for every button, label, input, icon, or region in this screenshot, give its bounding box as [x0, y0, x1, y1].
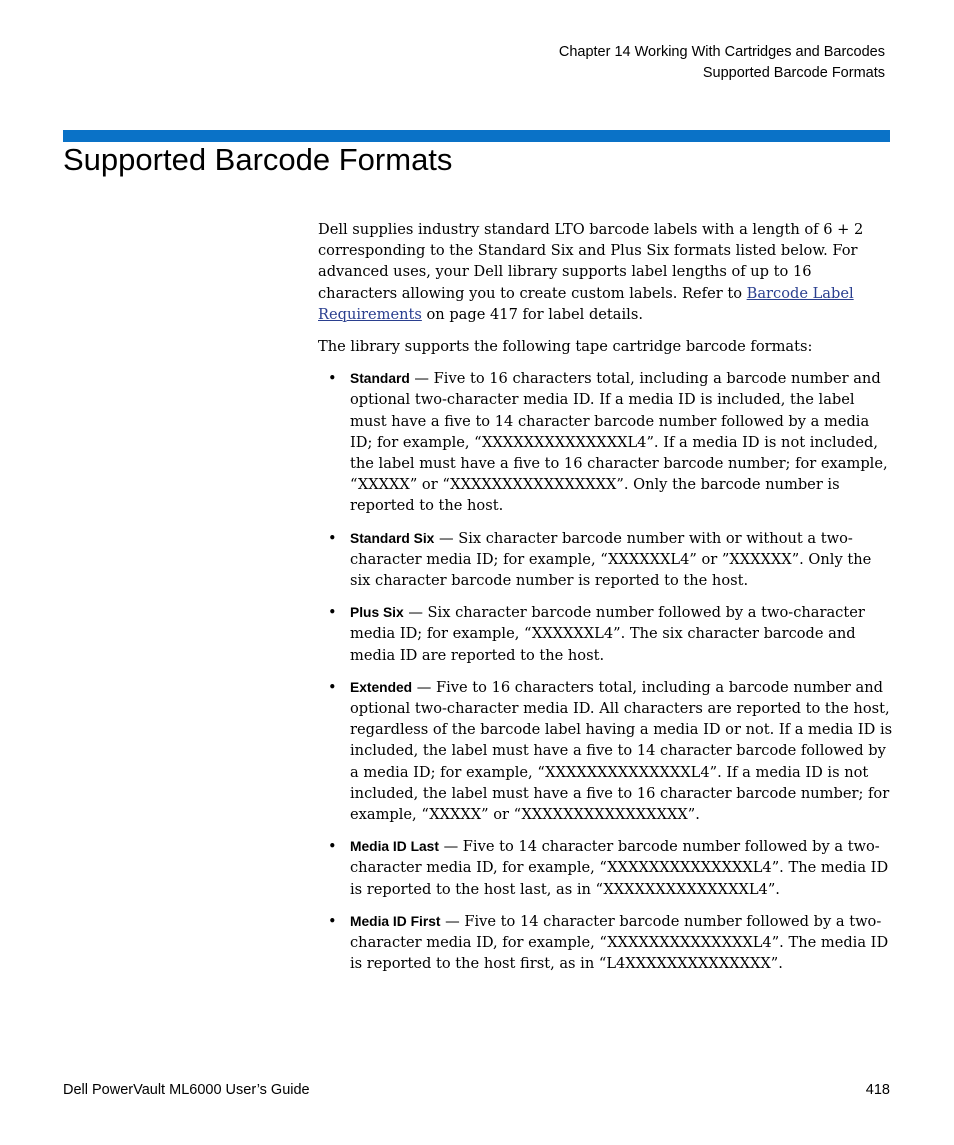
page-title: Supported Barcode Formats	[63, 142, 453, 177]
list-item	[318, 911, 894, 975]
bullet-icon: •	[328, 678, 337, 696]
footer-guide-title: Dell PowerVault ML6000 User’s Guide	[63, 1082, 310, 1098]
format-term: Media ID First	[350, 913, 441, 929]
bullet-icon: •	[328, 370, 337, 388]
format-description: — Five to 14 character barcode number followed by a two-character media ID, for example, “XXXXXXXXXXXXXXL4”. The media ID is reported to the host last, as in “XXXXXXXXXXXXXXL4”.	[350, 838, 889, 898]
format-description: — Six character barcode number followed by a two-character media ID; for example, “XXXXXXL4”. The six character barcode and media ID are reported to the host.	[350, 604, 865, 664]
format-description: — Six character barcode number with or without a two-character media ID; for example, “XXXXXXL4” or ”XXXXXX”. Only the six character barcode number is reported to the host.	[350, 529, 872, 590]
header-chapter: Chapter 14 Working With Cartridges and Barcodes	[558, 44, 885, 60]
barcode-label-requirements-link[interactable]: Barcode Label Requirements	[318, 284, 854, 323]
list-item	[318, 528, 894, 592]
format-description: — Five to 16 characters total, including a barcode number and optional two-character media ID. If a media ID is included, the label must have a five to 14 character barcode number followed by a media ID; for example, “XXXXXXXXXXXXXXL4”. If a media ID is not included, the label must have a five to 16 character barcode number; for example, “XXXXX” or “XXXXXXXXXXXXXXXX”. Only the barcode number is reported to the host.	[350, 370, 888, 515]
list-item	[318, 368, 894, 516]
intro-paragraph	[318, 219, 894, 325]
bullet-icon: •	[328, 838, 337, 856]
bullet-icon: •	[328, 529, 337, 547]
format-list	[318, 368, 894, 974]
intro-text-end: on page 417 for label details.	[421, 305, 643, 323]
lead-paragraph: The library supports the following tape cartridge barcode formats:	[318, 338, 813, 356]
format-term: Standard	[350, 371, 410, 387]
page-number: 418	[865, 1082, 890, 1098]
format-term: Extended	[350, 679, 413, 695]
body-content	[318, 219, 894, 986]
header-section: Supported Barcode Formats	[702, 65, 885, 81]
intro-text: Dell supplies industry standard LTO barcode labels with a length of 6 + 2 corresponding to the Standard Six and Plus Six formats listed below. For advanced uses, your Dell library supports label lengths of up to 16 characters allowing you to create custom labels. Refer to	[318, 221, 864, 302]
format-description: — Five to 16 characters total, including a barcode number and optional two-character media ID. All characters are reported to the host, regardless of the barcode label having a media ID or not. If a media ID is included, the label must have a five to 14 character barcode followed by a media ID; for example, “XXXXXXXXXXXXXXL4”. If a media ID is not included, the label must have a five to 16 character barcode number; for example, “XXXXX” or “XXXXXXXXXXXXXXXX”.	[350, 678, 893, 824]
bullet-icon: •	[328, 912, 337, 930]
format-description: — Five to 14 character barcode number followed by a two-character media ID, for example, “XXXXXXXXXXXXXXL4”. The media ID is reported to the host first, as in “L4XXXXXXXXXXXXXX”.	[350, 912, 889, 973]
list-item	[318, 836, 894, 900]
running-header	[559, 42, 885, 84]
bullet-icon: •	[328, 604, 337, 622]
format-term: Plus Six	[350, 605, 404, 621]
format-term: Media ID Last	[350, 839, 439, 855]
list-item	[318, 602, 894, 666]
list-item	[318, 677, 894, 825]
format-term: Standard Six	[350, 530, 435, 546]
